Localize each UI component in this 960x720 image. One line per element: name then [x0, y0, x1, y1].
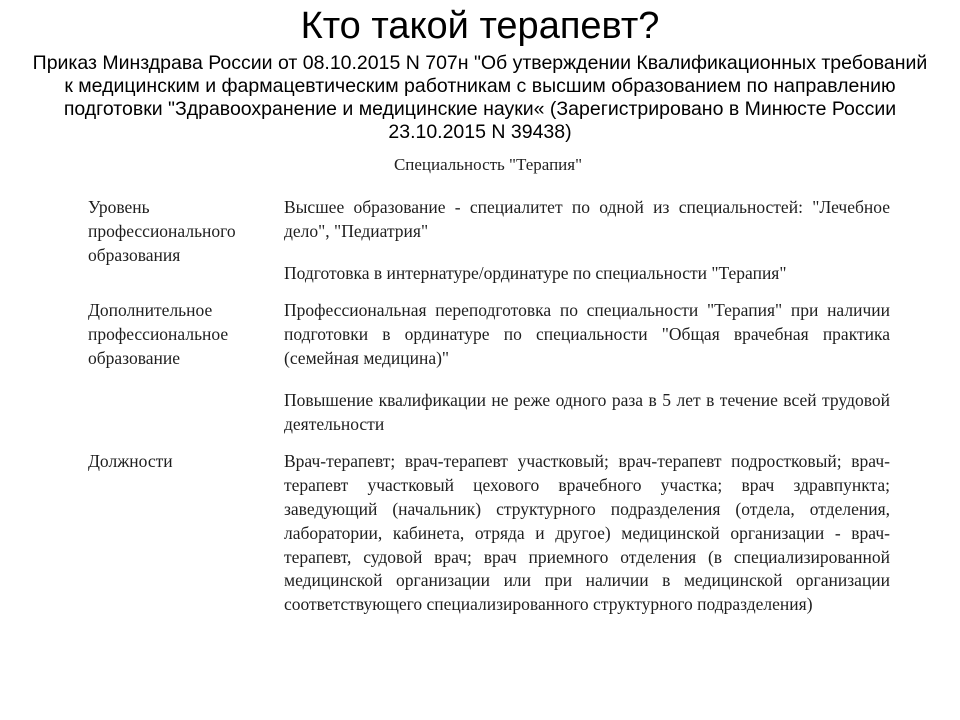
qualification-upgrade-text: Повышение квалификации не реже одного раза в 5 лет в течение всей трудовой деятельности: [284, 389, 890, 434]
internship-requirement-text: Подготовка в интернатуре/ординатуре по специальности "Терапия": [284, 262, 787, 283]
slide-subtitle: Приказ Минздрава России от 08.10.2015 N 707н "Об утверждении Квалификационных требований к медицинским и фармацевтическим работникам с высшим образованием по направлению подготовки "Здравоохранение и медицинские науки« (Зарегистрировано в Минюсте России 23.10.2015 N 39438): [32, 52, 928, 143]
additional-education-label: Дополнительное профессиональное образование: [88, 300, 229, 368]
education-requirement-text: Высшее образование - специалитет по одной из специальностей: "Лечебное дело", "Педиатрия": [284, 197, 890, 241]
positions-label: Должности: [88, 451, 173, 472]
qualification-table: [88, 196, 890, 617]
additional-education-row: [88, 299, 890, 436]
education-level-row: [88, 196, 890, 285]
specialty-heading: Специальность "Терапия": [393, 155, 583, 174]
positions-content: [284, 450, 890, 617]
slide-title: Кто такой терапевт?: [300, 5, 660, 47]
additional-education-content: [284, 299, 890, 436]
education-level-label: Уровень профессионального образования: [88, 197, 236, 265]
education-level-content: [284, 196, 890, 285]
positions-text: Врач-терапевт; врач-терапевт участковый; врач-терапевт подростковый; врач-терапевт участковый цехового врачебного участка; врач здравпункта; заведующий (начальник) структурного подразделения (отдела, отделения, лаборатории, кабинета, отряда и другое) медицинской организации - врач-терапевт, судовой врач; врач приемного отделения (в специализированной медицинской организации или при наличии в медицинской организации соответствующего специализированного структурного подразделения): [284, 451, 890, 615]
retraining-text: Профессиональная переподготовка по специальности "Терапия" при наличии подготовки в ординатуре по специальности "Общая врачебная практика (семейная медицина)": [284, 300, 890, 368]
positions-row: [88, 450, 890, 617]
